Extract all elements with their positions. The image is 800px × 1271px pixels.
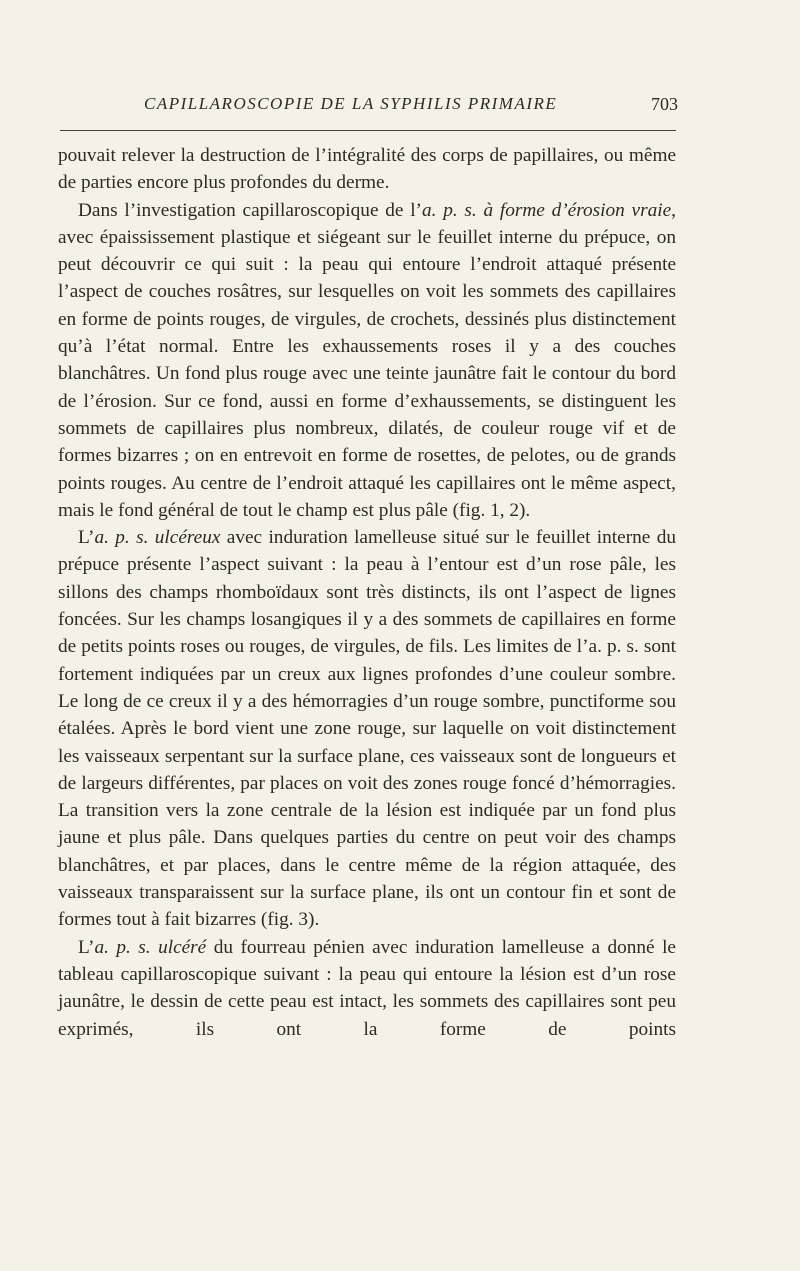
paragraph	[58, 142, 676, 197]
italic-term: a. p. s. ulcéré	[94, 936, 207, 958]
italic-term: a. p. s. à forme d’érosion vraie	[421, 199, 672, 221]
text-run: avec induration lamelleuse situé sur le feuillet interne du prépuce présente l’aspect suivant : la peau à l’entour est d’un rose pâle, les sillons des champs rhomboïdaux sont très distincts, ils ont l’aspect de lignes foncées. Sur les champs losangiques il y a des sommets de capillaires en forme de petits points roses ou rouges, de virgules, de fils. Les limites de l’a. p. s. sont fortement indiquées par un creux aux lignes profondes d’une couleur sombre. Le long de ce creux il y a des hémorragies d’un rouge sombre, punctiforme sou étalées. Après le bord vient une zone rouge, sur laquelle on voit distinctement les vaisseaux serpentant sur la surface plane, ces vaisseaux sont de longueurs et de largeurs différentes, par places on voit des zones rouge foncé d’hémorragies. La transition vers la zone centrale de la lésion est indiquée par un fond plus jaune et plus pâle. Dans quelques parties du centre on peut voir des champs blanchâtres, et par places, dans le centre même de la région attaquée, des vaisseaux transparaissent sur la surface plane, ils ont un contour fin et sont de formes tout à fait bizarres (fig. 3).	[58, 527, 676, 931]
paragraph	[58, 524, 676, 933]
text-run: , avec épaississement plastique et siégeant sur le feuillet interne du prépuce, on peut découvrir ce qui suit : la peau qui entoure l’endroit attaqué présente l’aspect de couches rosâtres, sur lesquelles on voit les sommets des capillaires en forme de points rouges, de virgules, de crochets, dessinés plus distinctement qu’à l’état normal. Entre les exhaussements roses il y a des couches blanchâtres. Un fond plus rouge avec une teinte jaunâtre fait le contour du bord de l’érosion. Sur ce fond, aussi en forme d’exhaussements, se distinguent les sommets de capillaires plus nombreux, dilatés, de couleur rouge vif et de formes bizarres ; on en entrevoit en forme de rosettes, de pelotes, ou de grands points rouges. Au centre de l’endroit attaqué les capillaires ont le même aspect, mais le fond général de tout le champ est plus pâle (fig. 1, 2).	[58, 199, 676, 521]
running-header	[58, 94, 678, 118]
text-run: L’	[78, 936, 95, 958]
header-rule	[60, 130, 676, 131]
paragraph	[58, 934, 676, 1043]
text-run: L’	[78, 527, 95, 549]
italic-term: a. p. s. ulcéreux	[94, 527, 221, 549]
running-title: CAPILLAROSCOPIE DE LA SYPHILIS PRIMAIRE	[144, 94, 558, 113]
paragraph	[58, 197, 676, 525]
body-text	[58, 142, 676, 1043]
page-number: 703	[651, 94, 678, 114]
text-run: du fourreau pénien avec induration lamelleuse a donné le tableau capillaroscopique suivant : la peau qui entoure la lésion est d’un rose jaunâtre, le dessin de cette peau est intact, les sommets des capillaires sont peu exprimés, ils ont la forme de points	[58, 936, 676, 1040]
text-run: pouvait relever la destruction de l’intégralité des corps de papillaires, ou même de parties encore plus profondes du derme.	[58, 145, 676, 194]
text-run: Dans l’investigation capillaroscopique de l’	[78, 199, 422, 221]
